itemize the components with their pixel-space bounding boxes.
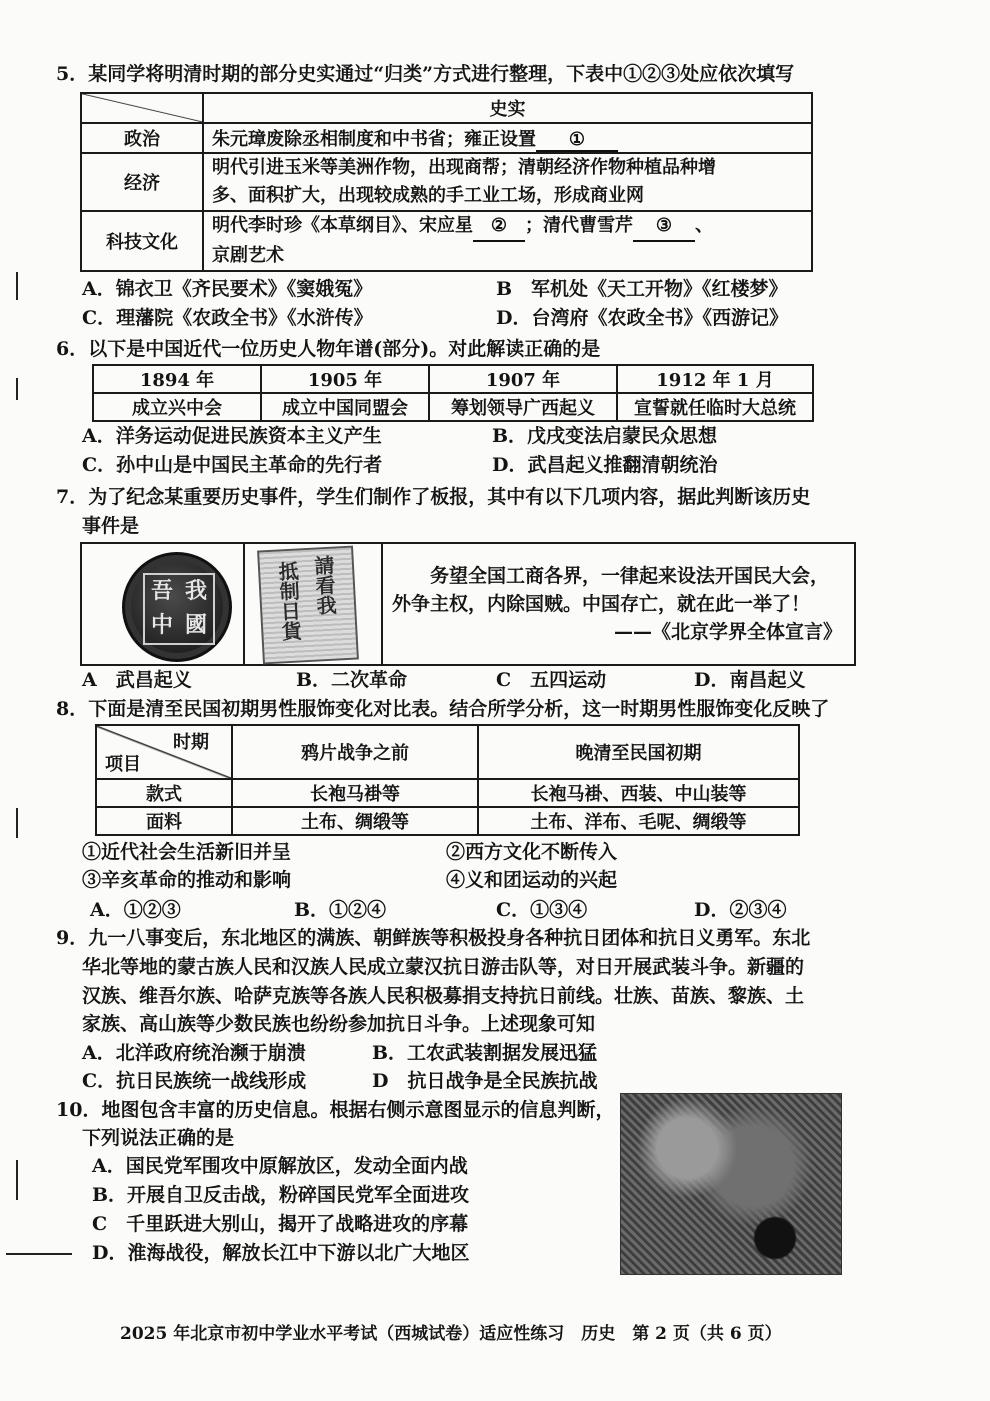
event-cell: 成立中国同盟会 (261, 393, 429, 421)
q9-line: 家族、高山族等少数民族也纷纷参加抗日斗争。上述现象可知 (82, 1013, 596, 1035)
col-header: 晚清至民国初期 (478, 725, 799, 779)
q7-option-a: A 武昌起义 (82, 669, 192, 691)
q10-option-b: B．开展自卫反击战，粉碎国民党军全面进攻 (92, 1184, 470, 1206)
statement-4: ④义和团运动的兴起 (446, 869, 618, 891)
q5-option-c: C．理藩院《农政全书》《水浒传》 (82, 307, 373, 329)
corner-cell: 时期 项目 (96, 725, 232, 779)
q10-stem: 10．地图包含丰富的历史信息。根据右侧示意图显示的信息判断， (56, 1099, 615, 1121)
binding-mark (16, 1160, 18, 1200)
q5-row-content: 朱元璋废除丞相制度和中书省；雍正设置 ① (203, 123, 812, 153)
leaflet-image: 請看我 抵制日貨 (257, 546, 359, 665)
blank-3: ③ (633, 212, 695, 242)
row-before: 长袍马褂等 (232, 779, 478, 807)
cut-line (6, 1253, 72, 1255)
q5-row-content: 明代引进玉米等美洲作物，出现商帮；清朝经济作物种植品种增 多、面积扩大，出现较成熟的手工业工场，形成商业网 (203, 153, 812, 211)
q5-option-b: B 军机处《天工开物》《红楼梦》 (496, 278, 788, 300)
q10-option-a: A．国民党军围攻中原解放区，发动全面内战 (92, 1155, 468, 1177)
q5-row-label: 政治 (81, 123, 203, 153)
q10-option-d: D．淮海战役，解放长江中下游以北广大地区 (92, 1242, 470, 1264)
q6-option-c: C．孙中山是中国民主革命的先行者 (82, 454, 383, 476)
q5-header: 史实 (203, 93, 812, 123)
quote-line-1: 务望全国工商各界，一律起来设法开国民大会， (430, 565, 830, 587)
row-item: 款式 (96, 779, 232, 807)
q6-option-a: A．洋务运动促进民族资本主义产生 (82, 425, 382, 447)
event-cell: 成立兴中会 (93, 393, 261, 421)
q7-option-b: B．二次革命 (296, 669, 408, 691)
q6-option-b: B．戊戌变法启蒙民众思想 (492, 425, 718, 447)
q8-option-d: D．②③④ (694, 899, 787, 921)
q9-line: 汉族、维吾尔族、哈萨克族等各族人民积极募捐支持抗日前线。壮族、苗族、黎族、土 (82, 985, 805, 1007)
statement-3: ③辛亥革命的推动和影响 (82, 869, 292, 891)
q10-stem-cont: 下列说法正确的是 (82, 1127, 235, 1149)
page-footer: 2025 年北京市初中学业水平考试（西城试卷）适应性练习 历史 第 2 页（共 6 页） (120, 1324, 782, 1344)
q9-line: 华北等地的蒙古族人民和汉族人民成立蒙汉抗日游击队等，对日开展武装斗争。新疆的 (82, 956, 805, 978)
q9-option-b: B．工农武装割据发展迅猛 (372, 1042, 598, 1064)
q8-option-a: A．①②③ (90, 899, 181, 921)
q9-option-d: D 抗日战争是全民族抗战 (372, 1070, 598, 1092)
q7-option-d: D．南昌起义 (694, 669, 806, 691)
q8-option-b: B．①②④ (294, 899, 387, 921)
q6-stem: 6．以下是中国近代一位历史人物年谱(部分)。对此解读正确的是 (56, 338, 601, 360)
q9-option-c: C．抗日民族统一战线形成 (82, 1070, 307, 1092)
quote-source: ——《北京学界全体宣言》 (614, 621, 843, 643)
q7-stem: 7．为了纪念某重要历史事件，学生们制作了板报，其中有以下几项内容，据此判断该历史 (56, 486, 811, 508)
map-image (620, 1093, 842, 1275)
row-after: 长袍马褂、西装、中山装等 (478, 779, 799, 807)
q5-option-d: D．台湾府《农政全书》《西游记》 (496, 307, 788, 329)
q8-stem: 8．下面是清至民国初期男性服饰变化对比表。结合所学分析，这一时期男性服饰变化反映了 (56, 698, 830, 720)
statement-1: ①近代社会生活新旧并呈 (82, 841, 292, 863)
year-cell: 1912 年 1 月 (617, 365, 813, 393)
binding-mark (16, 808, 18, 838)
corner-cell (81, 93, 203, 123)
q5-stem: 5．某同学将明清时期的部分史实通过“归类”方式进行整理，下表中①②③处应依次填写 (56, 63, 795, 85)
seal-image: 吾 我 中 國 (122, 552, 232, 662)
row-after: 土布、洋布、毛呢、绸缎等 (478, 807, 799, 835)
q5-table (80, 92, 813, 272)
statement-2: ②西方文化不断传入 (446, 841, 618, 863)
divider (243, 542, 245, 664)
q5-row-label: 科技文化 (81, 211, 203, 271)
divider (381, 542, 383, 664)
q5-option-a: A．锦衣卫《齐民要术》《窦娥冤》 (82, 278, 373, 300)
q5-row-content: 明代李时珍《本草纲目》、宋应星 ② ；清代曹雪芹 ③ 、 京剧艺术 (203, 211, 812, 271)
q9-option-a: A．北洋政府统治濒于崩溃 (82, 1042, 306, 1064)
event-cell: 筹划领导广西起义 (429, 393, 617, 421)
binding-mark (16, 378, 18, 400)
q6-table (92, 364, 814, 422)
q6-option-d: D．武昌起义推翻清朝统治 (492, 454, 718, 476)
q10-option-c: C 千里跃进大别山，揭开了战略进攻的序幕 (92, 1213, 469, 1235)
col-header: 鸦片战争之前 (232, 725, 478, 779)
blank-1: ① (536, 129, 618, 152)
quote-line-2: 外争主权，内除国贼。中国存亡，就在此一举了！ (392, 593, 811, 615)
year-cell: 1905 年 (261, 365, 429, 393)
q8-option-c: C．①③④ (496, 899, 588, 921)
binding-mark (16, 272, 18, 300)
year-cell: 1894 年 (93, 365, 261, 393)
q8-table (95, 724, 800, 836)
q7-stem-cont: 事件是 (82, 515, 140, 537)
event-cell: 宣誓就任临时大总统 (617, 393, 813, 421)
blank-2: ② (473, 212, 525, 242)
year-cell: 1907 年 (429, 365, 617, 393)
q7-option-c: C 五四运动 (496, 669, 607, 691)
q5-row-label: 经济 (81, 153, 203, 211)
row-item: 面料 (96, 807, 232, 835)
row-before: 土布、绸缎等 (232, 807, 478, 835)
q9-line: 9．九一八事变后，东北地区的满族、朝鲜族等积极投身各种抗日团体和抗日义勇军。东北 (56, 927, 811, 949)
